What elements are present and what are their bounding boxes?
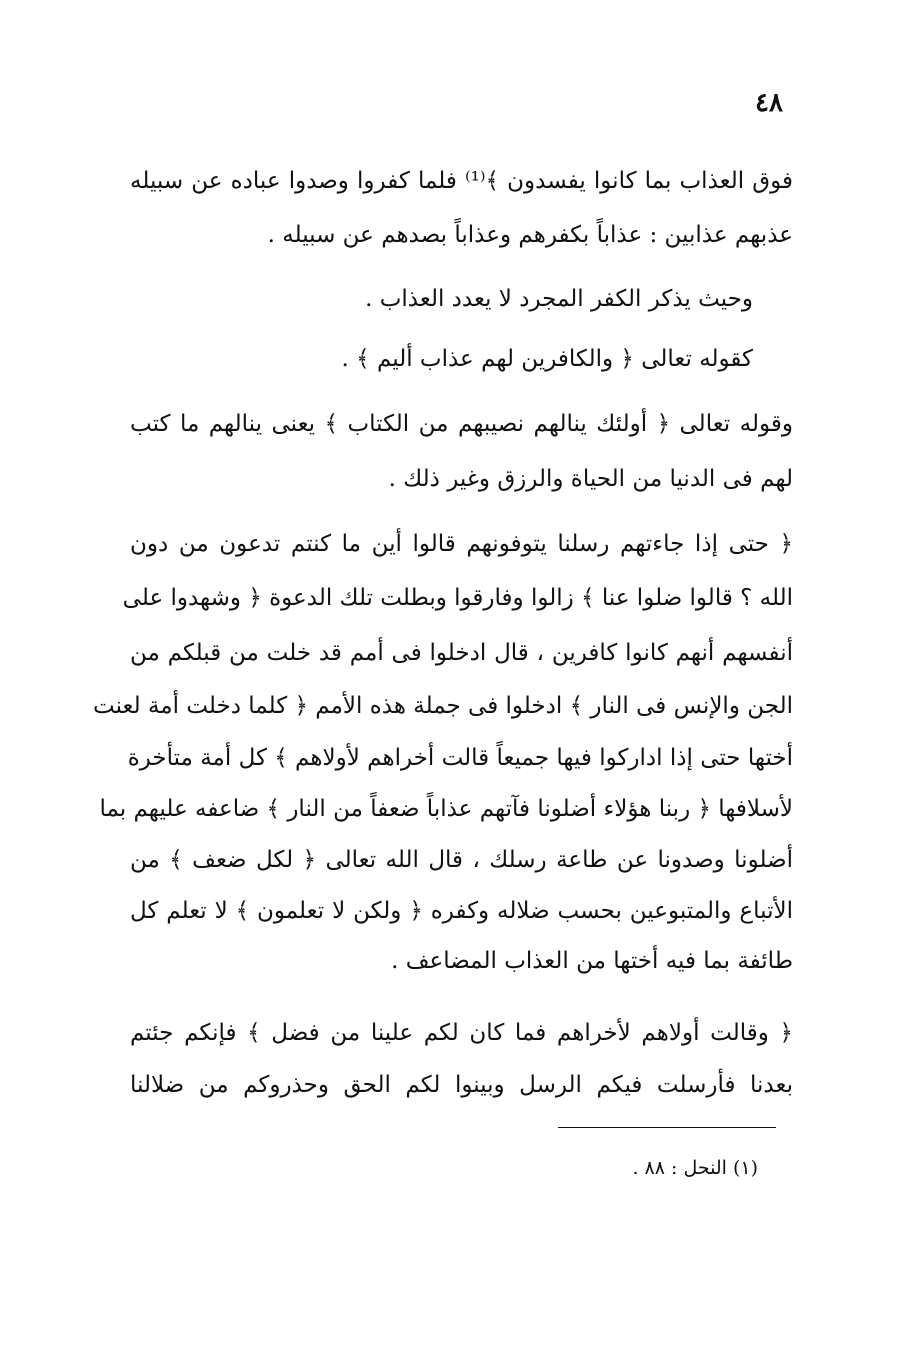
text-line-15: طائفة بما فيه أختها من العذاب المضاعف . [391,948,793,974]
footnote: (١) النحل : ٨٨ . [632,1157,758,1179]
text-line-16: ﴿ وقالت أولاهم لأخراهم فما كان لكم علينا من فضل ﴾ فإنكم جئتم [130,1020,793,1046]
footnote-separator [558,1127,776,1128]
text-line-7: ﴿ حتى إذا جاءتهم رسلنا يتوفونهم قالوا أين ما كنتم تدعون من دون [130,531,793,557]
text-line-4: كقوله تعالى ﴿ والكافرين لهم عذاب أليم ﴾ . [341,346,753,372]
text-line-12: لأسلافها ﴿ ربنا هؤلاء أضلونا فآتهم عذاباً ضعفاً من النار ﴾ ضاعفه عليهم بما [99,796,793,822]
page-number: ٤٨ [755,88,783,118]
text-line-17: بعدنا فأرسلت فيكم الرسل وبينوا لكم الحق وحذروكم من ضلالنا [130,1072,793,1098]
text-line-10: الجن والإنس فى النار ﴾ ادخلوا فى جملة هذه الأمم ﴿ كلما دخلت أمة لعنت [93,693,793,719]
text-line-13: أضلونا وصدونا عن طاعة رسلك ، قال الله تعالى ﴿ لكل ضعف ﴾ من [130,847,793,873]
text-line-8: الله ؟ قالوا ضلوا عنا ﴾ زالوا وفارقوا وبطلت تلك الدعوة ﴿ وشهدوا على [122,585,793,611]
text-line-9: أنفسهم أنهم كانوا كافرين ، قال ادخلوا فى أمم قد خلت من قبلكم من [130,640,793,666]
text-line-6: لهم فى الدنيا من الحياة والرزق وغير ذلك . [388,466,793,492]
text-line-14: الأتباع والمتبوعين بحسب ضلاله وكفره ﴿ ولكن لا تعلمون ﴾ لا تعلم كل [130,898,793,924]
text-line-1: فوق العذاب بما كانوا يفسدون ﴾⁽¹⁾ فلما كفروا وصدوا عباده عن سبيله [130,168,793,194]
text-line-2: عذبهم عذابين : عذاباً بكفرهم وعذاباً بصدهم عن سبيله . [267,222,793,248]
text-line-11: أختها حتى إذا اداركوا فيها جميعاً قالت أخراهم لأولاهم ﴾ كل أمة متأخرة [127,745,793,771]
text-line-3: وحيث يذكر الكفر المجرد لا يعدد العذاب . [365,286,753,312]
text-line-5: وقوله تعالى ﴿ أولئك ينالهم نصيبهم من الكتاب ﴾ يعنى ينالهم ما كتب [130,411,793,437]
